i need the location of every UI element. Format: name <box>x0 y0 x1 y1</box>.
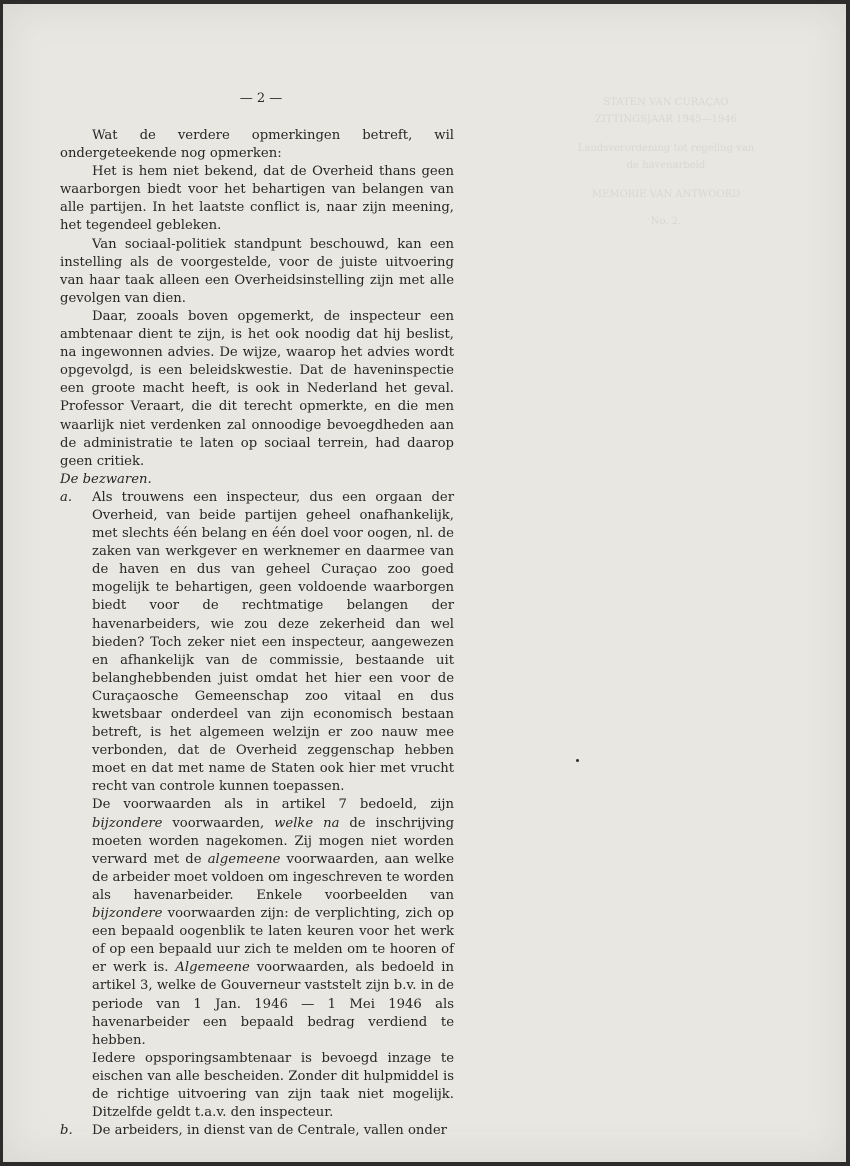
item-label: a. <box>60 489 73 505</box>
document-page <box>3 4 846 1162</box>
bleed-through-text <box>546 94 786 230</box>
item-a-text-part: voorwaarden, <box>162 815 275 831</box>
item-a-emphasis: bijzondere <box>92 906 163 922</box>
item-label: b. <box>60 1123 73 1139</box>
item-a-text-part: voorwaarden, aan welke de arbeider moet voldoen om ingeschreven te worden als havenarbeider. Enkele voorbeelden van <box>92 851 455 903</box>
item-a-text: Als trouwens een inspecteur, dus een orgaan der Overheid, van beide partijen geheel onafhankelijk, met slechts één belang en één doel voor oogen, nl. de zaken van werkgever en werknemer en daarmee van de haven en dus van geheel Curaçao zoo goed mogelijk te behartigen, geen voldoende waarborgen biedt voor de rechtmatige belangen der havenarbeiders, wie zou deze zekerheid dan wel bieden? Toch zeker niet een inspecteur, aangewezen en afhankelijk van de commissie, bestaande uit belanghebbenden juist omdat het hier een voor de Curaçaosche Gemeenschap zoo vitaal en dus kwetsbaar onderdeel van zijn economisch bestaan betreft, is het algemeen welzijn er zoo nauw mee verbonden, dat de Overheid zeggenschap hebben moet en dat met name de Staten ook hier met vrucht recht van controle kunnen toepassen. <box>92 489 454 795</box>
bleed-line: ZITTINGSJAAR 1945—1946 <box>594 114 738 125</box>
speck-mark <box>576 759 579 762</box>
bleed-line: STATEN VAN CURAÇAO <box>603 97 729 108</box>
item-a-text-part: De voorwaarden als in artikel 7 bedoeld, zijn <box>92 797 454 813</box>
document-body <box>60 127 454 1140</box>
paragraph-2: Van sociaal-politiek standpunt beschouwd, kan een instelling als de voorgestelde, voor de juiste uitvoering van haar taak alleen een Overheidsinstelling zijn met alle gevolgen van dien. <box>60 236 454 306</box>
list-item-a <box>60 489 454 1122</box>
paragraph-intro: Wat de verdere opmerkingen betreft, wil ondergeteekende nog opmerken: <box>60 128 454 162</box>
bleed-line: Landsverordening tot regeling van <box>577 143 755 154</box>
item-b-text: De arbeiders, in dienst van de Centrale, vallen onder <box>92 1123 447 1139</box>
bleed-line: No. 2. <box>650 216 682 227</box>
item-a-text-part: de inschrijving moeten worden nagekomen. Zij mogen niet worden verward met de <box>92 815 455 867</box>
section-heading: De bezwaren. <box>60 471 152 487</box>
item-a-text-part: voorwaarden, als bedoeld in artikel 3, welke de Gouverneur vaststelt zijn b.v. in de periode van 1 Jan. 1946 — 1 Mei 1946 als havenarbeider een bepaald bedrag verdiend te hebben. <box>92 960 454 1048</box>
item-a-text-part: voorwaarden zijn: de verplichting, zich op een bepaald oogenblik te laten keuren voor het werk of op een bepaald uur zich te melden om te hooren of er werk is. <box>92 906 454 976</box>
item-a-emphasis: algemeene <box>207 851 281 867</box>
paragraph-1: Het is hem niet bekend, dat de Overheid thans geen waarborgen biedt voor het behartigen van belangen van alle partijen. In het laatste conflict is, naar zijn meening, het tegendeel gebleken. <box>60 164 454 234</box>
item-a-emphasis: Algemeene <box>175 960 250 976</box>
bleed-line: de havenarbeid <box>626 160 706 171</box>
list-item-b <box>60 1122 454 1140</box>
page-number: — 2 — <box>239 91 283 106</box>
paragraph-3: Daar, zooals boven opgemerkt, de inspecteur een ambtenaar dient te zijn, is het ook noodig dat hij beslist, na ingewonnen advies. De wijze, waarop het advies wordt opgevolgd, is een beleidskwestie. Dat de haveninspectie een groote macht heeft, is ook in Nederland het geval. Professor Veraart, die dit terecht opmerkte, en die men waarlijk niet verdenken zal onnoodige bevoegdheden aan de administratie te laten op sociaal terrein, had daarop geen critiek. <box>60 308 454 469</box>
item-a-text-3: Iedere opsporingsambtenaar is bevoegd inzage te eischen van alle bescheiden. Zonder dit hulpmiddel is de richtige uitvoering van zijn taak niet mogelijk. Ditzelfde geldt t.a.v. den inspecteur. <box>92 1050 454 1121</box>
bleed-line: MEMORIE VAN ANTWOORD <box>591 189 741 200</box>
item-a-emphasis: bijzondere <box>92 815 163 831</box>
item-a-emphasis: welke na <box>274 815 340 831</box>
